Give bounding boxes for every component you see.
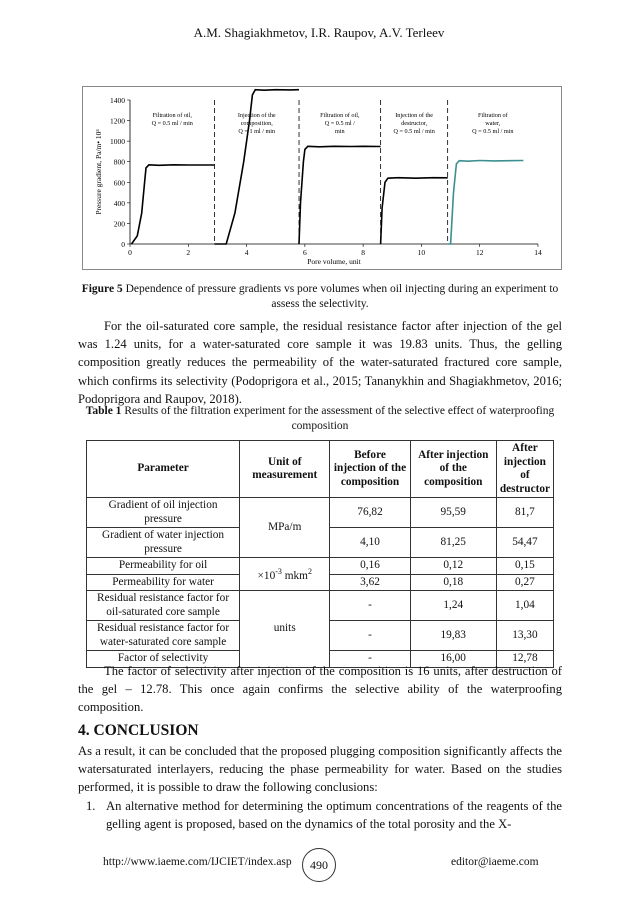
y-axis-label: Pressure gradient, Pa/m• 10³ [94,129,103,215]
annotation-line: Q = 1 ml / min [238,128,276,135]
series-line-stage3 [299,146,381,244]
figure-caption-label: Figure 5 [81,283,123,295]
table-caption-label: Table 1 [85,405,122,417]
pressure-gradient-chart [83,87,561,269]
cell-value: 1,04 [496,591,553,621]
annotation-stage-2 [238,112,276,135]
footer-url[interactable]: http://www.iaeme.com/IJCIET/index.asp [103,856,292,868]
cell-value: - [330,621,410,651]
cell-value: 0,15 [496,558,553,575]
annotation-line: Q = 0.5 ml / min [472,128,514,135]
y-tick-label: 1400 [110,96,125,105]
x-tick-label: 10 [417,248,426,257]
cell-value: 0,12 [410,558,496,575]
unit-perm-tail: mkm [281,569,308,582]
unit-perm-exp: -3 [275,566,282,576]
row-param: Permeability for oil [87,558,240,575]
header-parameter: Parameter [87,441,240,498]
table-caption [78,404,562,434]
x-tick-label: 4 [244,248,249,257]
cell-value: 3,62 [330,574,410,591]
y-tick-label: 0 [121,240,125,249]
annotation-line: composition, [240,120,273,127]
y-tick-label: 200 [113,219,125,229]
cell-value: 81,25 [410,528,496,558]
series-line-stage1 [132,165,215,244]
row-param: Factor of selectivity [87,651,240,668]
list-item [78,797,562,833]
table-header-row [87,441,554,498]
cell-value: 4,10 [330,528,410,558]
row-param: Residual resistance factor for oil-saturated core sample [87,591,240,621]
list-item-number: 1. [86,799,96,813]
unit-perm-base: ×10 [257,569,276,582]
y-tick-label: 400 [113,198,125,208]
section-heading-conclusion: 4. CONCLUSION [78,722,199,739]
annotation-stage-4 [393,112,434,135]
annotation-line: water, [485,120,501,127]
results-table [86,440,554,668]
table-row [87,558,554,575]
unit-perm-sq: 2 [307,566,312,576]
annotation-line: Q = 0.5 ml / min [393,128,435,135]
cell-value: 0,16 [330,558,410,575]
row-param: Permeability for water [87,574,240,591]
header-unit: Unit of measurement [240,441,330,498]
cell-value: 0,18 [410,574,496,591]
x-tick-label: 8 [361,248,366,257]
cell-value: 54,47 [496,528,553,558]
x-tick-label: 12 [475,248,484,257]
cell-value: 19,83 [410,621,496,651]
header-before: Before injection of the composition [330,441,410,498]
annotation-line: Injection of the [237,112,276,119]
cell-value: 0,27 [496,574,553,591]
x-tick-label: 6 [302,248,307,257]
row-param: Residual resistance factor for water-saturated core sample [87,621,240,651]
cell-value: 16,00 [410,651,496,668]
annotation-stage-1 [152,112,193,127]
cell-value: - [330,651,410,668]
annotation-line: Filtration of [477,112,508,119]
x-tick-label: 14 [534,248,542,257]
unit-permeability [240,558,330,591]
running-header: A.M. Shagiakhmetov, I.R. Raupov, A.V. Terleev [193,25,445,40]
unit-units: units [240,591,330,668]
figure-5-box [82,86,562,270]
figure-caption [78,282,562,312]
x-axis-label: Pore volume, unit [307,257,361,266]
figure-caption-text: Dependence of pressure gradients vs pore volumes when oil injecting during an experiment to assess the selectivity. [122,283,559,310]
row-param: Gradient of water injection pressure [87,528,240,558]
cell-value: 81,7 [496,498,553,528]
conclusion-list [78,797,562,833]
page-number: 490 [302,848,336,882]
annotation-line: min [335,128,345,135]
paragraph-conclusion: As a result, it can be concluded that the proposed plugging composition significantly affects the watersaturated interlayers, reducing the phase permeability for water. Based on the studies performed, it is possible to draw the following conclusions: [78,744,562,795]
cell-value: 12,78 [496,651,553,668]
table-row [87,498,554,528]
annotation-line: Injection of the [395,112,434,119]
cell-value: - [330,591,410,621]
cell-value: 95,59 [410,498,496,528]
header-after: After injection of the composition [410,441,496,498]
annotation-line: Filtration of oil, [320,112,360,119]
cell-value: 76,82 [330,498,410,528]
annotation-line: destructor, [401,120,428,127]
header-after-destructor: After injection of destructor [496,441,553,498]
y-tick-label: 1000 [110,137,125,147]
cell-value: 13,30 [496,621,553,651]
x-tick-label: 0 [128,248,132,257]
annotation-stage-5 [472,112,513,135]
annotation-line: Q = 0.5 ml / [324,120,355,127]
table-caption-text: Results of the filtration experiment for the assessment of the selective effect of waterproofing composition [121,405,555,432]
list-item-text: An alternative method for determining the optimum concentrations of the reagents of the gelling agent is proposed, based on the dynamics of the total porosity and the X- [106,799,562,832]
cell-value: 1,24 [410,591,496,621]
annotation-stage-3 [320,112,360,135]
row-param: Gradient of oil injection pressure [87,498,240,528]
unit-mpa: MPa/m [240,498,330,558]
series-line-stage4 [381,178,448,244]
table-row [87,591,554,621]
y-tick-label: 1200 [110,116,125,126]
y-tick-label: 600 [113,178,125,188]
x-tick-label: 2 [186,248,191,257]
paragraph-selectivity: For the oil-saturated core sample, the residual resistance factor after injection of the gel was 1.24 units, for a water-saturated core sample it was 19.83 units. Thus, the gelling composition greatly reduces the permeability of the water-saturated fractured core sample, which confirms its selectivity (Podoprigora et al., 2015; Tananykhin and Shagiakhmetov, 2016; Podoprigora and Raupov, 2018). [78,319,562,406]
annotation-line: Filtration of oil, [152,112,192,119]
paragraph-selectivity-factor: The factor of selectivity after injection of the composition is 16 units, after destruction of the gel – 12.78. This once again confirms the selective ability of the waterproofing composition. [78,664,562,715]
annotation-line: Q = 0.5 ml / min [151,120,193,127]
y-tick-label: 800 [113,157,125,167]
footer-email[interactable]: editor@iaeme.com [451,856,539,868]
series-line-stage5 [448,161,524,245]
